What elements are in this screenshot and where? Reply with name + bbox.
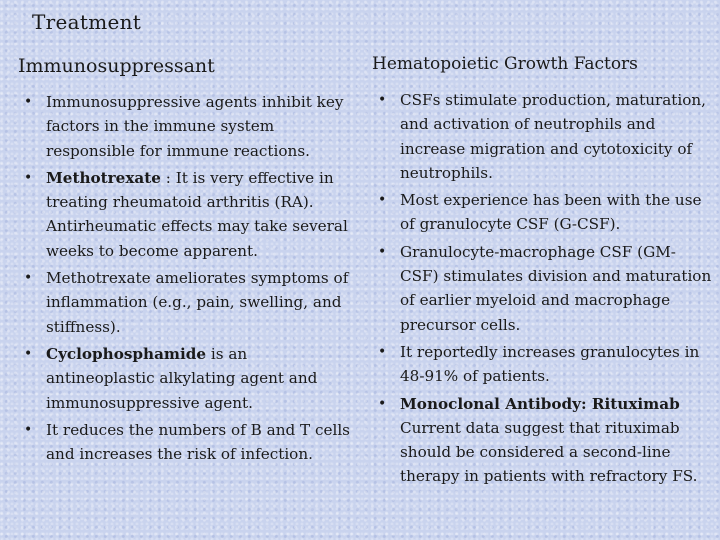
bullet-icon: • <box>24 94 33 110</box>
left-column-heading: Immunosuppressant <box>18 55 215 77</box>
bullet-icon: • <box>378 395 387 412</box>
item-text: is an antineoplastic alkylating agent and immunosuppressive agent. <box>46 344 318 412</box>
item-text: Immunosuppressive agents inhibit key factors in the immune system responsible for immune reactions. <box>46 93 344 160</box>
right-bullet-list <box>372 88 712 489</box>
item-text: It reduces the numbers of B and T cells and increases the risk of infection. <box>46 420 350 464</box>
bullet-icon: • <box>24 421 33 438</box>
item-bold: Methotrexate <box>46 168 161 187</box>
list-item <box>18 90 353 163</box>
bullet-icon: • <box>24 169 33 186</box>
slide-title: Treatment <box>32 10 142 34</box>
list-item <box>18 266 353 339</box>
item-text: CSFs stimulate production, maturation, and activation of neutrophils and increase migration and cytotoxicity of neutrophils. <box>400 91 706 182</box>
list-item <box>372 240 712 337</box>
list-item <box>18 342 353 415</box>
list-item <box>372 392 712 489</box>
item-text: It reportedly increases granulocytes in 48-91% of patients. <box>400 342 700 386</box>
bullet-icon: • <box>24 345 33 362</box>
item-text: Granulocyte-macrophage CSF (GM-CSF) stimulates division and maturation of earlier myeloid and macrophage precursor cells. <box>400 242 712 334</box>
item-text: : It is very effective in treating rheumatoid arthritis (RA). Antirheumatic effects may take several weeks to become apparent. <box>46 168 348 260</box>
list-item <box>18 418 353 467</box>
bullet-icon: • <box>378 92 387 108</box>
bullet-icon: • <box>378 192 387 209</box>
list-item <box>18 166 353 263</box>
left-column <box>18 52 353 469</box>
bullet-icon: • <box>378 243 387 260</box>
list-item <box>372 340 712 389</box>
right-column <box>372 52 712 492</box>
right-column-heading: Hematopoietic Growth Factors <box>372 54 638 74</box>
left-bullet-list <box>18 90 353 466</box>
item-bold: Monoclonal Antibody: Rituximab <box>400 394 680 413</box>
item-text: Methotrexate ameliorates symptoms of inflammation (e.g., pain, swelling, and stiffness). <box>46 269 349 336</box>
list-item <box>372 88 712 185</box>
bullet-icon: • <box>378 343 387 360</box>
item-text: Most experience has been with the use of granulocyte CSF (G-CSF). <box>400 191 702 234</box>
list-item <box>372 188 712 237</box>
bullet-icon: • <box>24 270 33 287</box>
item-subparagraph: Current data suggest that rituximab should be considered a second-line therapy in patients with refractory FS. <box>400 418 698 486</box>
item-bold: Cyclophosphamide <box>46 344 207 363</box>
